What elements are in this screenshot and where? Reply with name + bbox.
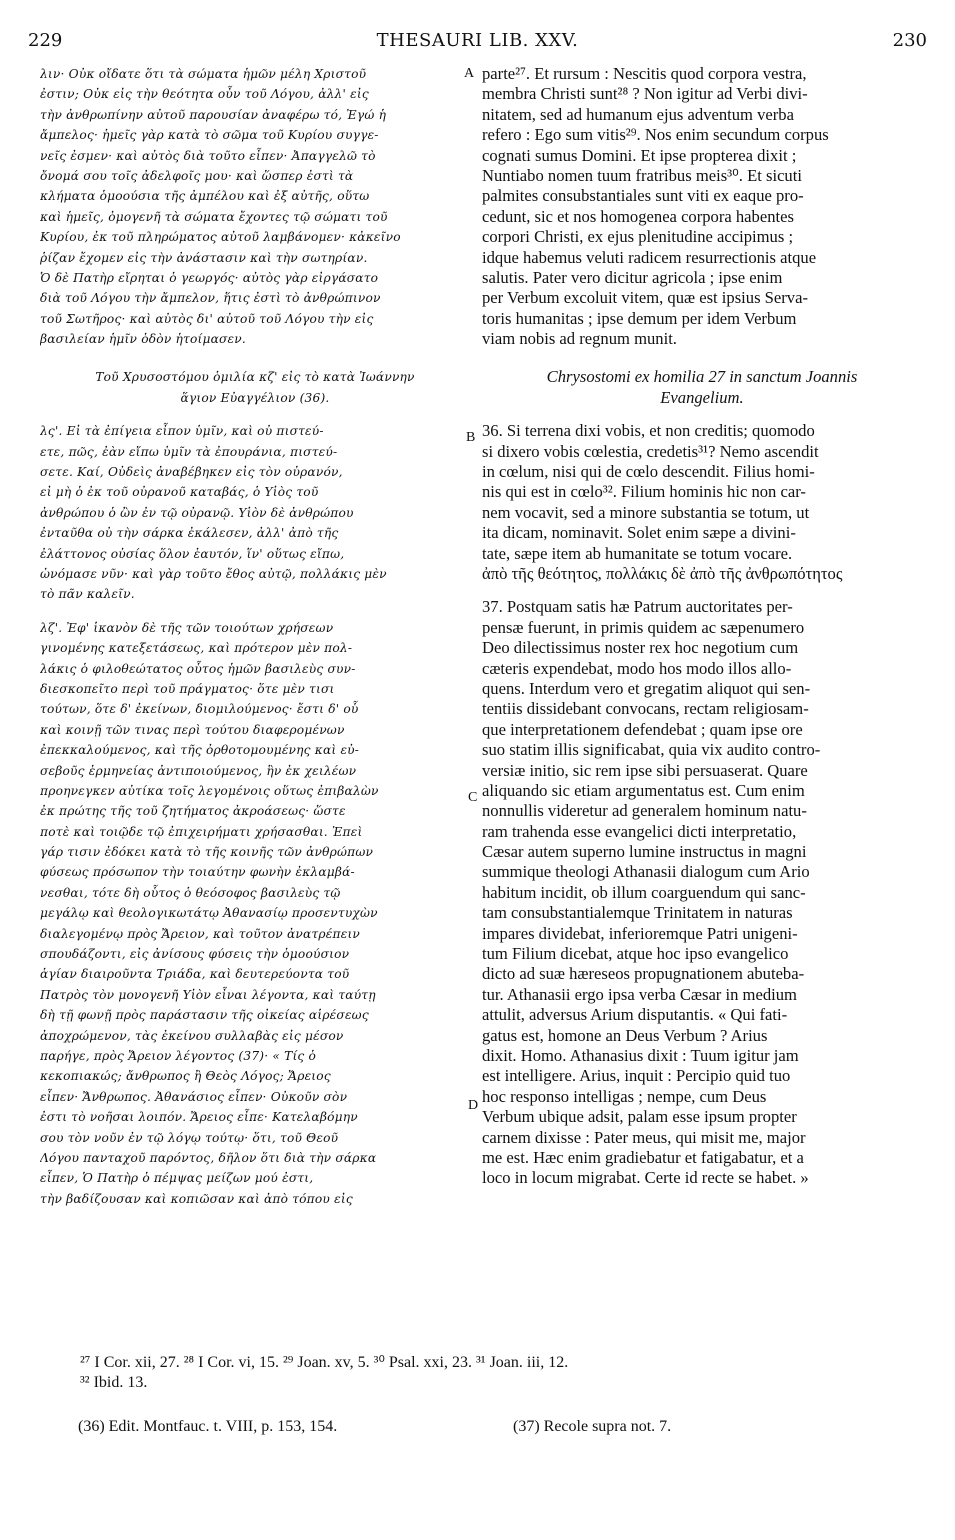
greek-line: εἶπεν, Ὁ Πατὴρ ὁ πέμψας μείζων μού ἐστι, (40, 1171, 314, 1186)
latin-line: dixit. Homo. Athanasius dixit : Tuum igitur jam (482, 1045, 799, 1065)
margin-marker-c: C (468, 790, 478, 805)
latin-line: impares dividebat, inferioremque Patri unigeni- (482, 923, 798, 943)
greek-line: ἄμπελος· ἡμεῖς γὰρ κατὰ τὸ σῶμα τοῦ Κυρίου συγγε- (40, 128, 379, 143)
latin-line: loco in locum migrabat. Certe id recte se habet. » (482, 1168, 809, 1188)
greek-line: τοῦ Σωτῆρος· καὶ αὐτὸς δι' αὐτοῦ τοῦ Λόγου τὴν εἰς (40, 311, 374, 326)
greek-line: τὸ πᾶν καλεῖν. (40, 587, 135, 602)
greek-line: ἐστιν; Οὐκ εἰς τὴν θεότητα οὖν τοῦ Λόγου, ἀλλ' εἰς (40, 87, 369, 102)
latin-line: est intelligere. Arius, inquit : Percipio quid tuo (482, 1066, 791, 1086)
latin-line: quens. Interdum vero et gregatim aliquot qui sen- (482, 678, 811, 698)
latin-line: tam consubstantialemque Trinitatem in naturas (482, 903, 793, 923)
latin-line: membra Christi sunt²⁸ ? Non igitur ad Verbi divi- (482, 84, 808, 104)
greek-line: ὄνομά σου τοῖς ἀδελφοῖς μου· καὶ ὥσπερ ἐστὶ τὰ (40, 168, 354, 183)
latin-line: si dixero vobis cœlestia, credetis³¹? Nemo ascendit (482, 441, 819, 461)
greek-section-heading (40, 367, 470, 408)
greek-line: ἀνθρώπου ὁ ὢν ἐν τῷ οὐρανῷ. Υἱὸν δὲ ἀνθρώπου (40, 505, 354, 520)
latin-line: cedunt, sic et nos homogenea corpora habentes (482, 206, 794, 226)
latin-line: Deo dilectissimus noster rex hoc negotium cum (482, 638, 799, 658)
latin-line: ἀπὸ τῆς θεότητος, πολλάκις δὲ ἀπὸ τῆς ἀνθρωπότητος (482, 563, 843, 583)
latin-line: aliquando sic etiam argumentatus est. Cum enim (482, 780, 805, 800)
latin-paragraph-1 (482, 64, 922, 349)
greek-line: καὶ κοινῇ τῶν τινας περὶ τούτου διαφερομένων (40, 722, 345, 737)
latin-paragraph-36 (482, 421, 922, 584)
greek-line: μεγάλῳ καὶ θεολογικωτάτῳ Ἀθανασίῳ προσεντυχὼν (40, 906, 378, 921)
greek-line: τὴν ἀνθρωπίνην αὐτοῦ παρουσίαν ἀναφέρω τό, Ἐγώ ἡ (40, 107, 387, 122)
greek-line: εἰ μὴ ὁ ἐκ τοῦ οὐρανοῦ καταβάς, ὁ Υἱὸς τοῦ (40, 485, 319, 500)
greek-line: διαλεγομένῳ πρὸς Ἄρειον, καὶ τοῦτον ἀνατρέπειν (40, 926, 361, 941)
latin-line: cæteris expendebat, modo hos modo illos allo- (482, 658, 792, 678)
latin-line: attulit, adversus Arium disputantis. « Qui fati- (482, 1005, 788, 1025)
greek-line: διὰ τοῦ Λόγου τὴν ἄμπελον, ἥτις ἐστὶ τὸ ἀνθρώπινον (40, 291, 381, 306)
latin-line: refero : Ego sum vitis²⁹. Nos enim secundum corpus (482, 125, 829, 145)
latin-paragraph-37 (482, 597, 922, 1188)
latin-line: tate, sæpe item ab humanitate se totum vocare. (482, 543, 793, 563)
latin-line: Cæsar autem superno lumine instructus in magni (482, 842, 807, 862)
greek-paragraph-36 (40, 421, 470, 605)
footnote-line: ³² Ibid. 13. (80, 1374, 148, 1392)
latin-line: toris humanitas ; ipse demum per idem Verbum (482, 308, 797, 328)
greek-line: νεσθαι, τότε δὴ οὗτος ὁ θεόσοφος βασιλεὺς τῷ (40, 885, 341, 900)
latin-line: Verbum ubique adsit, palam esse ipsum propter (482, 1107, 797, 1127)
greek-line: Πατρὸς τὸν μονογενῆ Υἱὸν εἶναι λέγοντα, καὶ ταύτῃ (40, 987, 376, 1002)
latin-line: suo statim illis significabat, quia vix audito contro- (482, 740, 821, 760)
latin-line: versiæ initio, sic rem ipse sibi persuaserat. Quare (482, 760, 808, 780)
latin-line: nitatem, sed ad humanum ejus adventum verba (482, 104, 794, 124)
latin-line: carnem dixisse : Pater meus, qui misit me, major (482, 1127, 806, 1147)
latin-line: nis qui est in cœlo³². Filium hominis hic non car- (482, 482, 806, 502)
greek-line: ἐλάττονος οὐσίας ὅλον ἑαυτόν, ἵν' οὕτως εἴπω, (40, 546, 345, 561)
greek-line: ὠνόμασε νῦν· καὶ γὰρ τοῦτο ἔθος αὐτῷ, πολλάκις μὲν (40, 566, 387, 581)
greek-line: προηνεγκεν αὐτίκα τοῖς λεγομένοις οὕτως ἐπιβαλὼν (40, 783, 379, 798)
latin-line: idque habemus veluti radicem resurrectionis atque (482, 247, 817, 267)
margin-marker-a: A (464, 66, 475, 81)
greek-line: ἐστι τὸ νοῆσαι λοιπόν. Ἄρειος εἶπε· Κατελαβόμην (40, 1110, 358, 1125)
latin-line: me est. Hæc enim gradiebatur et fatigabatur, et a (482, 1147, 804, 1167)
page-number-left: 229 (28, 30, 63, 51)
greek-line: γινομένης κατεξετάσεως, καὶ πρότερον μὲν πολ- (40, 641, 353, 656)
greek-line: σετε. Καί, Οὐδεὶς ἀναβέβηκεν εἰς τὸν οὐρανόν, (40, 465, 343, 480)
latin-line: ita dicam, nominavit. Solet enim sæpe a divini- (482, 523, 796, 543)
greek-paragraph-37 (40, 618, 470, 1209)
greek-line: σπουδάζοντι, εἰς ἀνίσους φύσεις τὴν ὁμοούσιον (40, 947, 350, 962)
latin-line: tum Filium dicebat, atque hoc ipso evangelico (482, 944, 789, 964)
latin-line: hoc responso intelligas ; nempe, cum Deus (482, 1086, 767, 1106)
greek-line: ἀποχρώμενον, τὰς ἐκείνου συλλαβὰς εἰς μέσον (40, 1028, 344, 1043)
greek-line: Κυρίου, ἐκ τοῦ πληρώματος αὐτοῦ λαμβάνομεν· κἀκεῖνο (40, 230, 401, 245)
latin-line: ram trahenda esse evangelici dicti interpretatio, (482, 821, 797, 841)
greek-line: νεῖς ἐσμεν· καὶ αὐτὸς διὰ τοῦτο εἶπεν· Ἀπαγγελῶ τὸ (40, 148, 376, 163)
greek-line: γάρ τισιν ἐδόκει κατὰ τὸ τῆς κοινῆς τῶν ἀνθρώπων (40, 845, 374, 860)
latin-line: habitum incidit, ob illum coarguendum qui sanc- (482, 882, 806, 902)
greek-line: βασιλείαν ἡμῖν ὁδὸν ἡτοίμασεν. (40, 332, 246, 347)
greek-column (40, 64, 470, 1209)
greek-heading-line: Τοῦ Χρυσοστόμου ὁμιλία κζ' εἰς τὸ κατὰ Ἰωάννην (95, 370, 415, 385)
greek-line: λζ'. Ἐφ' ἱκανὸν δὲ τῆς τῶν τοιούτων χρήσεων (40, 620, 334, 635)
latin-line: nem vocavit, sed a minore substantia se totum, ut (482, 502, 810, 522)
greek-line: λς'. Εἰ τὰ ἐπίγεια εἶπον ὑμῖν, καὶ οὐ πιστεύ- (40, 424, 324, 439)
greek-line: κεκοπιακώς; ἄνθρωπος ἢ Θεὸς Λόγος; Ἄρειος (40, 1069, 331, 1084)
latin-line: salutis. Pater vero dicitur agricola ; ipse enim (482, 267, 783, 287)
footnotes (80, 1353, 925, 1394)
latin-line: dicto ad suæ hæreseos propugnationem abuteba- (482, 964, 805, 984)
latin-line: tentiis dissidebant convocans, rectam religiosam- (482, 699, 809, 719)
margin-marker-b: B (466, 430, 476, 445)
greek-line: φύσεως πρόσωπον τὴν τοιαύτην φωνὴν ἐκλαμβά- (40, 865, 355, 880)
latin-line: in cœlum, nisi qui de cœlo descendit. Filius homi- (482, 462, 815, 482)
greek-line: σου τὸν νοῦν ἐν τῷ λόγῳ τούτῳ· ὅτι, τοῦ Θεοῦ (40, 1130, 339, 1145)
latin-line: summique theologi Athanasii dialogum cum Ario (482, 862, 810, 882)
footnote-line: ²⁷ I Cor. xii, 27. ²⁸ I Cor. vi, 15. ²⁹ Joan. xv, 5. ³⁰ Psal. xxi, 23. ³¹ Joan. iii, 12. (80, 1354, 569, 1371)
greek-line: ποτὲ καὶ τοιῷδε τῷ ἐπιχειρήματι χρήσασθαι. Ἐπεὶ (40, 824, 363, 839)
page-header (28, 30, 927, 60)
editor-note-36: (36) Edit. Montfauc. t. VIII, p. 153, 154. (78, 1418, 338, 1435)
latin-line: palmites consubstantiales sunt viti ex eaque pro- (482, 186, 804, 206)
latin-line: tur. Athanasii ergo ipsa verba Cæsar in medium (482, 984, 797, 1004)
greek-heading-line: ἅγιον Εὐαγγέλιον (36). (180, 390, 330, 405)
latin-heading-line: Chrysostomi ex homilia 27 in sanctum Joannis (546, 367, 858, 387)
greek-line: ῥίζαν ἔχομεν εἰς τὴν ἀνάστασιν καὶ τὴν σωτηρίαν. (40, 250, 368, 265)
latin-line: 36. Si terrena dixi vobis, et non creditis; quomodo (482, 421, 815, 441)
latin-line: cognati sumus Domini. Et ipse propterea dixit ; (482, 145, 797, 165)
latin-line: viam nobis ad regnum munit. (482, 329, 677, 349)
latin-line: pensæ fuerunt, in primis quidem ac sæpenumero (482, 617, 805, 637)
latin-line: que interpretationem defendebat ; quam ipse ore (482, 719, 803, 739)
greek-line: ἐκ πρώτης τῆς τοῦ ζητήματος ἀκροάσεως· ὥστε (40, 804, 346, 819)
greek-line: κλήματα ὁμοούσια τῆς ἀμπέλου καὶ ἐξ αὐτῆς, οὕτω (40, 189, 370, 204)
latin-line: per Verbum excoluit vitem, quæ est ipsius Serva- (482, 288, 808, 308)
greek-line: διεσκοπεῖτο περὶ τοῦ πράγματος· ὅτε μὲν τισι (40, 681, 335, 696)
greek-line: τούτων, ὅτε δ' ἐκείνων, διομιλούμενος· ἔστι δ' οὗ (40, 702, 359, 717)
latin-line: Nuntiabo nomen tuum fratribus meis³⁰. Et sicuti (482, 165, 802, 185)
latin-line: corpori Christi, ex ejus plenitudine accipimus ; (482, 227, 794, 247)
margin-marker-d: D (468, 1098, 479, 1113)
greek-line: τὴν βαδίζουσαν καὶ κοπιῶσαν καὶ ἀπὸ τόπου εἰς (40, 1191, 353, 1206)
greek-line: εἶπεν· Ἄνθρωπος. Ἀθανάσιος εἶπεν· Οὐκοῦν σὸν (40, 1089, 348, 1104)
greek-line: δὴ τῇ φωνῇ πρὸς παράστασιν τῆς οἰκείας αἱρέσεως (40, 1008, 369, 1023)
editor-note-37: (37) Recole supra not. 7. (513, 1418, 672, 1435)
page-number-right: 230 (892, 30, 927, 51)
greek-paragraph-1 (40, 64, 470, 349)
greek-line: λιν· Οὐκ οἴδατε ὅτι τὰ σώματα ἡμῶν μέλη Χριστοῦ (40, 67, 367, 81)
latin-section-heading (482, 367, 922, 408)
greek-line: ἐπεκκαλούμενος, καὶ τῆς ὀρθοτομουμένης καὶ εὐ- (40, 743, 360, 758)
greek-line: καὶ ἡμεῖς, ὁμογενῆ τὰ σώματα ἔχοντες τῷ σώματι τοῦ (40, 209, 388, 224)
latin-line: 37. Postquam satis hæ Patrum auctoritates per- (482, 597, 793, 617)
greek-line: σεβοῦς ἑρμηνείας ἀντιποιούμενος, ἣν ἐκ χειλέων (40, 763, 357, 778)
greek-line: ἁγίαν διαιροῦντα Τριάδα, καὶ δευτερεύοντα τοῦ (40, 967, 350, 982)
latin-column (482, 64, 922, 1189)
latin-line: parte²⁷. Et rursum : Nescitis quod corpora vestra, (482, 64, 807, 83)
greek-line: ετε, πῶς, ἐὰν εἴπω ὑμῖν τὰ ἐπουράνια, πιστεύ- (40, 444, 338, 459)
greek-line: λάκις ὁ φιλοθεώτατος οὗτος ἡμῶν βασιλεὺς συν- (40, 661, 356, 676)
latin-heading-line: Evangelium. (660, 387, 744, 407)
latin-line: nonnullis videretur ad generalem hominum natu- (482, 801, 807, 821)
latin-line: gatus est, homone an Deus Verbum ? Arius (482, 1025, 768, 1045)
greek-line: Ὁ δὲ Πατὴρ εἴρηται ὁ γεωργός· αὐτὸς γὰρ εἰργάσατο (40, 270, 379, 285)
running-title: THESAURI LIB. XXV. (376, 30, 579, 51)
greek-line: Λόγου πανταχοῦ παρόντος, δῆλον ὅτι διὰ τὴν σάρκα (40, 1150, 377, 1165)
greek-line: παρήγε, πρὸς Ἄρειον λέγοντος (37)· « Τίς ὁ (40, 1048, 317, 1063)
greek-line: ἐνταῦθα οὐ τὴν σάρκα ἐκάλεσεν, ἀλλ' ἀπὸ τῆς (40, 526, 339, 541)
